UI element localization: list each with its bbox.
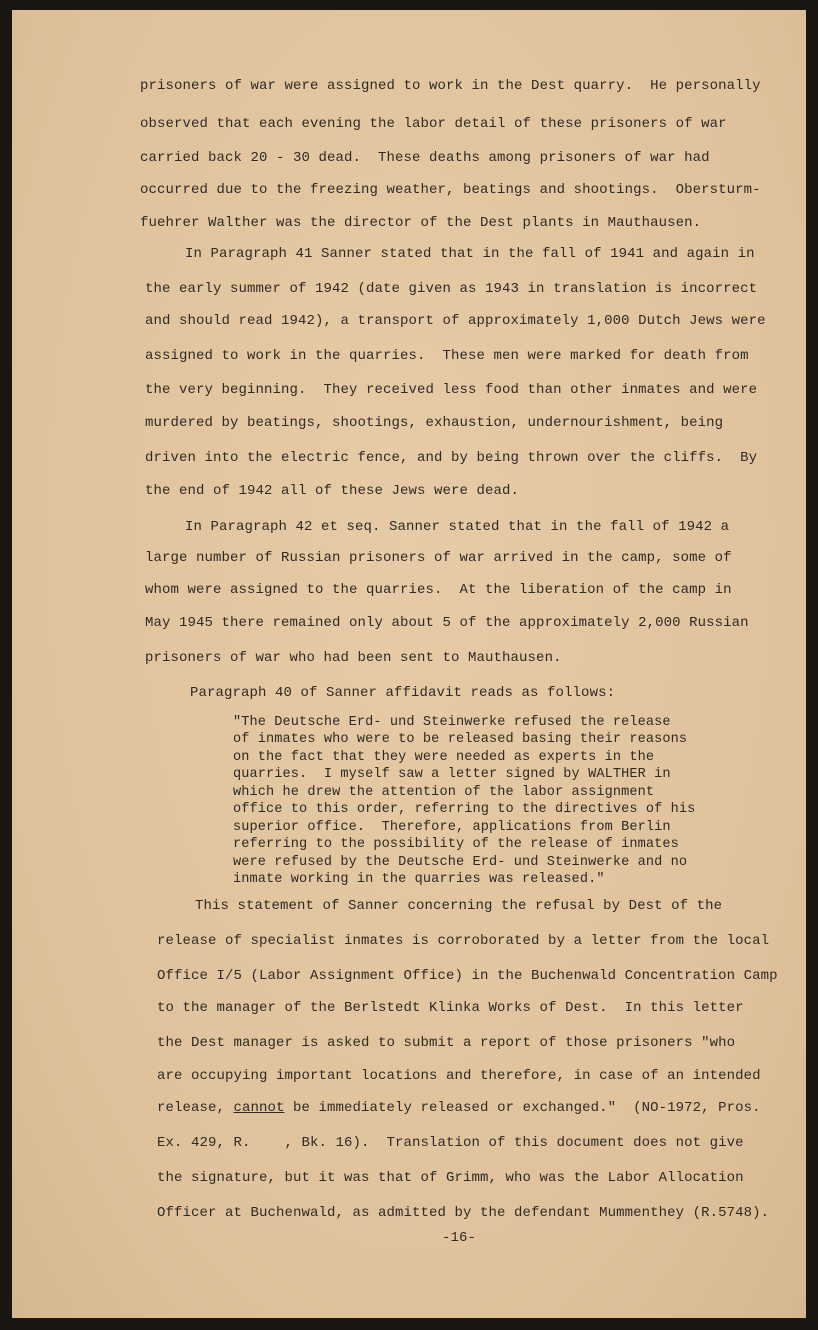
text-line: are occupying important locations and therefore, in case of an intended [157,1068,761,1084]
text-line: Paragraph 40 of Sanner affidavit reads as follows: [190,685,616,701]
text-line: the early summer of 1942 (date given as 1943 in translation is incorrect [145,281,758,297]
quote-line: of inmates who were to be released basing their reasons [233,732,688,747]
underlined-word: cannot [233,1100,285,1116]
quote-line: were refused by the Deutsche Erd- und Steinwerke and no [233,855,688,870]
text-line: large number of Russian prisoners of war arrived in the camp, some of [145,550,732,566]
text-line: assigned to work in the quarries. These men were marked for death from [145,348,749,364]
text-line: murdered by beatings, shootings, exhaustion, undernourishment, being [145,415,724,431]
text-line: whom were assigned to the quarries. At the liberation of the camp in [145,582,732,598]
text-line: release, cannot be immediately released or exchanged." (NO-1972, Pros. [157,1100,761,1116]
text-line: In Paragraph 42 et seq. Sanner stated that in the fall of 1942 a [185,519,730,535]
quote-line: superior office. Therefore, applications from Berlin [233,820,671,835]
text-line: Officer at Buchenwald, as admitted by the defendant Mummenthey (R.5748). [157,1205,770,1221]
text-line: prisoners of war who had been sent to Mauthausen. [145,650,562,666]
text-line: release of specialist inmates is corroborated by a letter from the local [157,933,770,949]
quote-line: referring to the possibility of the release of inmates [233,837,679,852]
quote-line: which he drew the attention of the labor assignment [233,785,655,800]
text-line: In Paragraph 41 Sanner stated that in the fall of 1941 and again in [185,246,755,262]
quote-line: office to this order, referring to the directives of his [233,802,696,817]
text-line: fuehrer Walther was the director of the Dest plants in Mauthausen. [140,215,702,231]
text-line: the signature, but it was that of Grimm, who was the Labor Allocation [157,1170,744,1186]
text-line: Office I/5 (Labor Assignment Office) in the Buchenwald Concentration Camp [157,968,778,984]
text-line: carried back 20 - 30 dead. These deaths among prisoners of war had [140,150,710,166]
text-line: observed that each evening the labor detail of these prisoners of war [140,116,727,132]
text-line: to the manager of the Berlstedt Klinka Works of Dest. In this letter [157,1000,744,1016]
text-line: and should read 1942), a transport of approximately 1,000 Dutch Jews were [145,313,766,329]
text-line: the Dest manager is asked to submit a report of those prisoners "who [157,1035,736,1051]
text-line: Ex. 429, R. , Bk. 16). Translation of this document does not give [157,1135,744,1151]
quote-line: "The Deutsche Erd- und Steinwerke refused the release [233,715,671,730]
quote-line: on the fact that they were needed as experts in the [233,750,655,765]
text-line: driven into the electric fence, and by being thrown over the cliffs. By [145,450,758,466]
text-line: the very beginning. They received less food than other inmates and were [145,382,758,398]
quote-line: quarries. I myself saw a letter signed by WALTHER in [233,767,671,782]
page-number: -16- [442,1230,477,1246]
text-line: the end of 1942 all of these Jews were dead. [145,483,520,499]
text-line: occurred due to the freezing weather, beatings and shootings. Obersturm- [140,182,761,198]
quote-line: inmate working in the quarries was released." [233,872,605,887]
text-line: May 1945 there remained only about 5 of the approximately 2,000 Russian [145,615,749,631]
document-page [12,10,806,1318]
text-line: prisoners of war were assigned to work in the Dest quarry. He personally [140,78,761,94]
text-line: This statement of Sanner concerning the refusal by Dest of the [195,898,723,914]
